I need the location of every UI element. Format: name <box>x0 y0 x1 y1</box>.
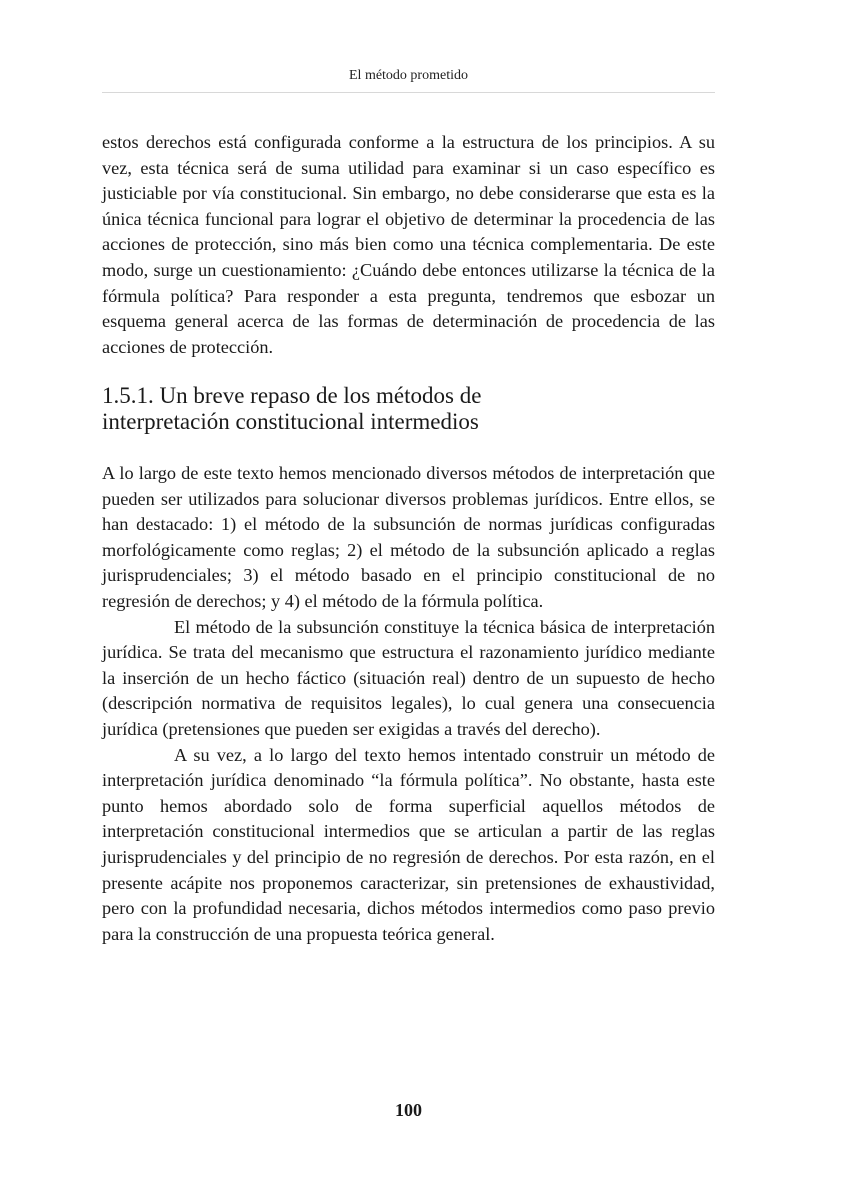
header-divider <box>102 92 715 93</box>
section-heading-line1: 1.5.1. Un breve repaso de los métodos de <box>102 383 482 408</box>
section-body <box>102 461 715 947</box>
section-heading <box>102 383 715 434</box>
intro-paragraph: estos derechos está configurada conforme a la estructura de los principios. A su vez, esta técnica será de suma utilidad para examinar si un caso específico es justiciable por vía constitucional. Sin embargo, no debe considerarse que esta es la única técnica funcional para lograr el objetivo de determinar la procedencia de las acciones de protección, sino más bien como una técnica complementaria. De este modo, surge un cuestionamiento: ¿Cuándo debe entonces utilizarse la técnica de la fórmula política? Para responder a esta pregunta, tendremos que esbozar un esquema general acerca de las formas de determinación de procedencia de las acciones de protección. <box>102 132 715 357</box>
section-heading-line2: interpretación constitucional intermedios <box>102 408 479 434</box>
body-paragraph: A lo largo de este texto hemos mencionado diversos métodos de interpretación que pueden ser utilizados para solucionar diversos problemas jurídicos. Entre ellos, se han destacado: 1) el método de la subsunción de normas jurídicas configuradas morfológicamente como reglas; 2) el método de la subsunción aplicado a reglas jurisprudenciales; 3) el método basado en el principio constitucional de no regresión de derechos; y 4) el método de la fórmula política. <box>102 463 715 611</box>
page-number: 100 <box>395 1100 422 1120</box>
running-header: El método prometido <box>349 68 468 83</box>
body-paragraph: A su vez, a lo largo del texto hemos intentado construir un método de interpretación jurídica denominado “la fórmula política”. No obstante, hasta este punto hemos abordado solo de forma superficial aquellos métodos de interpretación constitucional intermedios que se articulan a partir de las reglas jurisprudenciales y del principio de no regresión de derechos. Por esta razón, en el presente acápite nos proponemos caracterizar, sin pretensiones de exhaustividad, pero con la profundidad necesaria, dichos métodos intermedios como paso previo para la construcción de una propuesta teórica general. <box>102 744 715 944</box>
body-paragraph: El método de la subsunción constituye la técnica básica de interpretación jurídica. Se trata del mecanismo que estructura el razonamiento jurídico mediante la inserción de un hecho fáctico (situación real) dentro de un supuesto de hecho (descripción normativa de requisitos legales), lo cual genera una consecuencia jurídica (pretensiones que pueden ser exigidas a través del derecho). <box>102 616 715 739</box>
